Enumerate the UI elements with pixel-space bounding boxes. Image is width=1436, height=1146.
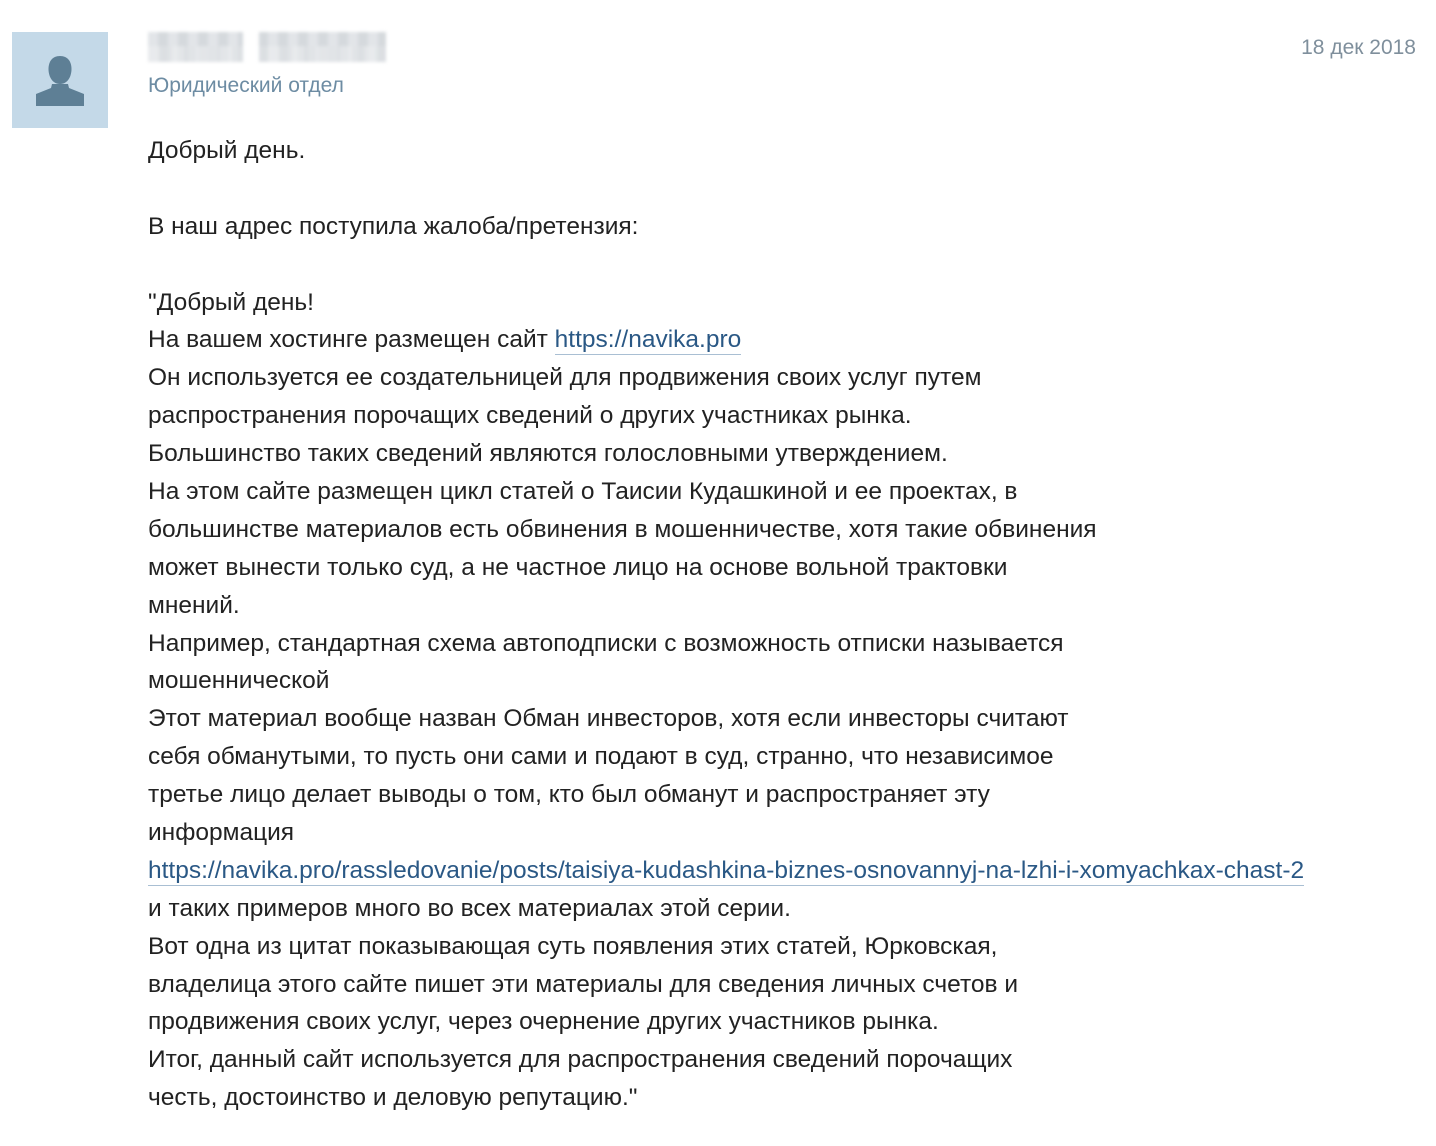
avatar[interactable] <box>12 32 108 128</box>
body-text-line: На этом сайте размещен цикл статей о Таисии Кудашкиной и ее проектах, в <box>148 478 1018 506</box>
blank-line <box>148 170 1418 208</box>
intro-line: В наш адрес поступила жалоба/претензия: <box>148 212 639 240</box>
sender-name-redacted <box>148 32 386 62</box>
body-text-line: может вынести только суд, а не частное лицо на основе вольной трактовки <box>148 553 1008 581</box>
complaint-paragraph-b <box>148 890 1418 1117</box>
body-text-line: третье лицо делает выводы о том, кто был обманут и распространяет эту <box>148 781 990 809</box>
message-date: 18 дек 2018 <box>1301 36 1416 59</box>
article-link-line <box>148 852 1418 890</box>
message-body <box>148 132 1418 1117</box>
complaint-paragraph-a <box>148 359 1418 852</box>
body-text-line: себя обманутыми, то пусть они сами и подают в суд, странно, что независимое <box>148 743 1054 771</box>
body-text-line: Этот материал вообще назван Обман инвесторов, хотя если инвесторы считают <box>148 705 1069 733</box>
body-text-line: мошеннической <box>148 667 330 695</box>
body-text-line: распространения порочащих сведений о других участниках рынка. <box>148 402 912 430</box>
body-text-line: Он используется ее создательницей для продвижения своих услуг путем <box>148 364 982 392</box>
article-link[interactable]: https://navika.pro/rassledovanie/posts/taisiya-kudashkina-biznes-osnovannyj-na-lzhi-i-xomyachkax-chast-2 <box>148 856 1305 884</box>
body-text-line: Например, стандартная схема автоподписки с возможность отписки называется <box>148 629 1064 657</box>
site-link[interactable]: https://navika.pro <box>554 326 742 354</box>
blank-line <box>148 246 1418 284</box>
body-text-line: владелица этого сайте пишет эти материалы для сведения личных счетов и <box>148 970 1019 998</box>
body-text-line: большинстве материалов есть обвинения в мошенничестве, хотя такие обвинения <box>148 515 1097 543</box>
body-text-line: Большинство таких сведений являются голословными утверждением. <box>148 440 948 468</box>
hosting-prefix: На вашем хостинге размещен сайт <box>148 326 555 354</box>
body-text-line: Итог, данный сайт используется для распространения сведений порочащих <box>148 1046 1013 1074</box>
user-silhouette-icon <box>35 54 85 106</box>
body-text-line: честь, достоинство и деловую репутацию." <box>148 1084 638 1112</box>
quote-open-line: "Добрый день! <box>148 288 314 316</box>
body-text-line: и таких примеров много во всех материалах этой серии. <box>148 894 791 922</box>
hosting-line <box>148 321 1418 359</box>
body-text-line: Вот одна из цитат показывающая суть появления этих статей, Юрковская, <box>148 932 998 960</box>
body-text-line: продвижения своих услуг, через очернение других участников рынка. <box>148 1008 939 1036</box>
greeting-line: Добрый день. <box>148 137 306 164</box>
body-text-line: мнений. <box>148 591 240 619</box>
body-text-line: информация <box>148 819 295 847</box>
sender-department[interactable]: Юридический отдел <box>148 74 344 97</box>
